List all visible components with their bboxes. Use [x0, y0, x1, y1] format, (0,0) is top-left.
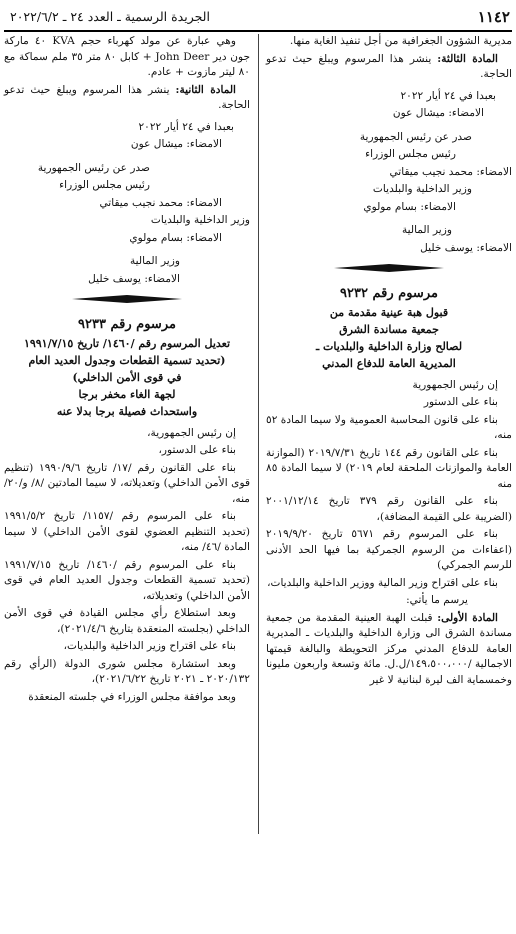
section-divider [4, 291, 250, 307]
left-column [4, 34, 250, 707]
pm-signature: الامضاء: محمد نجيب ميقاتي [99, 196, 222, 209]
basis-item: بناء على القانون رقم ٣٧٩ تاريخ ٢٠٠١/١٢/١٤ (الضريبة على القيمة المضافة)، [266, 495, 512, 523]
column-separator [258, 34, 259, 834]
right-column [266, 34, 512, 690]
president-signature: الامضاء: ميشال عون [392, 107, 484, 119]
decree-subject-line: لجهة الغاء مخفر برجا [78, 387, 176, 401]
decree-subject-line: المديرية العامة للدفاع المدني [322, 356, 456, 370]
article-text: قبلت الهبة العينية المقدمة من جمعية مساندة الشرق الى وزارة الداخلية والبلديات ـ المديرية العامة للدفاع المدني مركز التحويطة والبالغة قيمتها الاجمالية /١٤٩،٥٠٠،٠٠٠/ل.ل. مائة وتسعة واربعون مليونا وخمسماية الف ليرة لبنانية لا غير [266, 611, 512, 686]
president-line: إن رئيس الجمهورية، [147, 426, 236, 439]
section-divider [266, 260, 512, 276]
basis-item: وبعد استطلاع رأي مجلس القيادة في قوى الأمن الداخلي (بجلسته المنعقدة بتاريخ ٢٠٢١/٤/٦)، [4, 607, 250, 635]
decree-subject-line: جمعية مساندة الشرق [339, 322, 439, 336]
paragraph: وهي عبارة عن مولد كهرباء حجم KVA ٤٠ ماركة جون دير John Deer + كابل ٨٠ متر ٣٥ ملم سماكة مع ٨٠ ليتر مازوت + عادم. [4, 35, 250, 78]
president-line: إن رئيس الجمهورية [412, 378, 498, 391]
basis-item: بناء على قانون المحاسبة العمومية ولا سيما المادة ٥٢ منه، [266, 413, 512, 441]
finance-minister-title: وزير المالية [401, 224, 452, 236]
article-1 [266, 611, 512, 689]
decree-subject-line: تعديل المرسوم رقم /١٤٦٠/ تاريخ ١٩٩١/٧/١٥ [23, 336, 231, 350]
gazette-header-title: الجريدة الرسمية ـ العدد ٢٤ ـ ٢٠٢٢/٦/٢ [10, 9, 210, 24]
interior-minister-signature: الامضاء: بسام مولوي [129, 231, 222, 244]
decree-subject [266, 304, 512, 372]
basis-item: بناء على المرسوم رقم /١١٥٧/ تاريخ ١٩٩١/٥/٢ (تحديد التنظيم العضوي لقوى الأمن الداخلي) لا سيما المادة /٤٦/ منه، [4, 510, 250, 553]
decree-title: مرسوم رقم ٩٢٣٢ [340, 286, 438, 301]
decree-subject-line: واستحداث فصيلة برجا بدلا عنه [56, 404, 198, 418]
pm-title: رئيس مجلس الوزراء [59, 179, 150, 191]
decree-subject-line: قبول هبة عينية مقدمة من [329, 305, 449, 319]
page-header [4, 4, 512, 30]
article-label: المادة الثالثة: [437, 52, 498, 65]
basis-item: بناء على الدستور، [158, 444, 236, 456]
pm-signature: الامضاء: محمد نجيب ميقاتي [389, 165, 512, 178]
decree-subject-line: في قوى الأمن الداخلي) [72, 370, 182, 384]
article-label: المادة الثانية: [175, 83, 236, 96]
decree-subject-line: (تحديد تسمية القطعات وجدول العديد العام [28, 353, 226, 367]
article-label: المادة الأولى: [437, 611, 498, 624]
signing-date: بعبدا في ٢٤ أيار ٢٠٢٢ [400, 89, 496, 102]
president-signature: الامضاء: ميشال عون [130, 138, 222, 150]
decree-subject-line: لصالح وزارة الداخلية والبلديات ـ [315, 339, 463, 353]
decrees-line: يرسم ما يأتي: [406, 594, 468, 606]
interior-minister-title: وزير الداخلية والبلديات [150, 214, 250, 226]
finance-minister-signature: الامضاء: يوسف خليل [420, 241, 512, 254]
pm-title: رئيس مجلس الوزراء [365, 148, 456, 160]
basis-item: بناء على المرسوم رقم /١٤٦٠/ تاريخ ١٩٩١/٧/١٥ (تحديد تسمية القطعات وجدول العديد العام في قوى الأمن الداخلي) وتعديلاته، [4, 558, 250, 602]
basis-item: وبعد موافقة مجلس الوزراء في جلسته المنعقدة [28, 690, 236, 703]
basis-item: بناء على القانون رقم /١٧/ تاريخ ١٩٩٠/٩/٦ (تنظيم قوى الأمن الداخلي) وتعديلاته، لا سيما المادتين /٨/ و/٢٠/ منه، [4, 461, 251, 505]
interior-minister-title: وزير الداخلية والبلديات [372, 183, 472, 195]
decree-title: مرسوم رقم ٩٢٣٣ [78, 317, 176, 332]
article-text: ينشر هذا المرسوم ويبلغ حيث تدعو الحاجة. [266, 52, 512, 80]
article-text: ينشر هذا المرسوم ويبلغ حيث تدعو الحاجة. [4, 83, 250, 111]
basis-item: بناء على اقتراح وزير الداخلية والبلديات، [63, 640, 236, 652]
basis-item: بناء على الدستور [423, 396, 498, 408]
header-rule [4, 30, 512, 32]
decree-subject [4, 335, 250, 420]
finance-minister-signature: الامضاء: يوسف خليل [88, 272, 180, 285]
paragraph: مديرية الشؤون الجغرافية من أجل تنفيذ الغاية منها. [289, 35, 512, 47]
basis-item: بناء على القانون رقم ١٤٤ تاريخ ٢٠١٩/٧/٣١ (الموازنة العامة والموازنات الملحقة لعام ٢٠١٩) لا سيما المادة ٨٥ منه [266, 446, 512, 490]
issued-by: صدر عن رئيس الجمهورية [37, 161, 150, 174]
interior-minister-signature: الامضاء: بسام مولوي [363, 200, 456, 213]
finance-minister-title: وزير المالية [129, 255, 180, 267]
article-3 [266, 52, 512, 83]
article-2 [4, 83, 250, 114]
basis-item: وبعد استشارة مجلس شورى الدولة (الرأي رقم ٢٠٢٠/١٣٢ ـ ٢٠٢١ تاريخ ٢٠٢١/٦/٢٢)، [4, 657, 250, 685]
signing-date: بعبدا في ٢٤ أيار ٢٠٢٢ [138, 120, 234, 133]
issued-by: صدر عن رئيس الجمهورية [359, 130, 472, 143]
page-number: ١١٤٢ [477, 8, 510, 26]
basis-item: بناء على اقتراح وزير المالية ووزير الداخلية والبلديات، [267, 576, 498, 589]
basis-item: بناء على المرسوم رقم ٥٦٧١ تاريخ ٢٠١٩/٩/٢٠ (اعفاءات من الرسوم الجمركية بما فيها الحد الأدنى للرسم الجمركي) [266, 528, 512, 571]
